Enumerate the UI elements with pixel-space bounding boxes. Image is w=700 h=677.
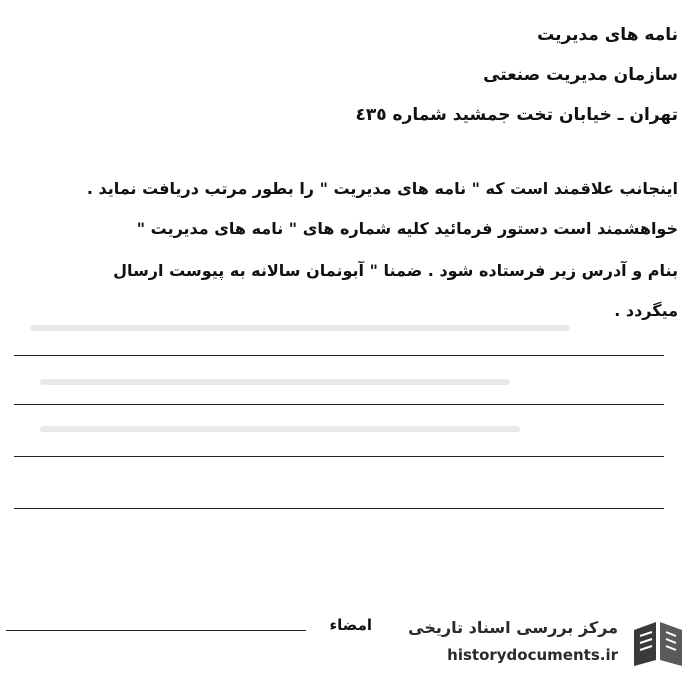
document-archive-logo-icon: [626, 616, 690, 670]
body-line-3: بنام و آدرس زیر فرستاده شود . ضمنا " آبونمان سالانه به پیوست ارسال: [113, 261, 678, 280]
body-line-4: میگردد .: [614, 301, 678, 320]
watermark-site: historydocuments.ir: [447, 646, 618, 664]
bleed-through-mark: [30, 325, 570, 331]
publication-title: نامه های مدیریت: [537, 25, 678, 45]
organization-address: تهران ـ خیابان تخت جمشید شماره ٤٣٥: [355, 105, 678, 125]
address-line-1[interactable]: [14, 355, 664, 356]
bleed-through-mark: [40, 426, 520, 432]
signature-label: امضاء: [329, 616, 372, 634]
watermark: [408, 614, 692, 672]
signature-line[interactable]: [6, 630, 306, 631]
address-line-3[interactable]: [14, 456, 664, 457]
address-line-4[interactable]: [14, 508, 664, 509]
body-line-2: خواهشمند است دستور فرمائید کلیه شماره های " نامه های مدیریت ": [136, 219, 678, 238]
bleed-through-mark: [40, 379, 510, 385]
body-line-1: اینجانب علاقمند است که " نامه های مدیریت " را بطور مرتب دریافت نماید .: [86, 179, 678, 198]
address-line-2[interactable]: [14, 404, 664, 405]
watermark-title: مرکز بررسی اسناد تاریخی: [408, 618, 618, 637]
organization-name: سازمان مدیریت صنعتی: [483, 65, 678, 85]
